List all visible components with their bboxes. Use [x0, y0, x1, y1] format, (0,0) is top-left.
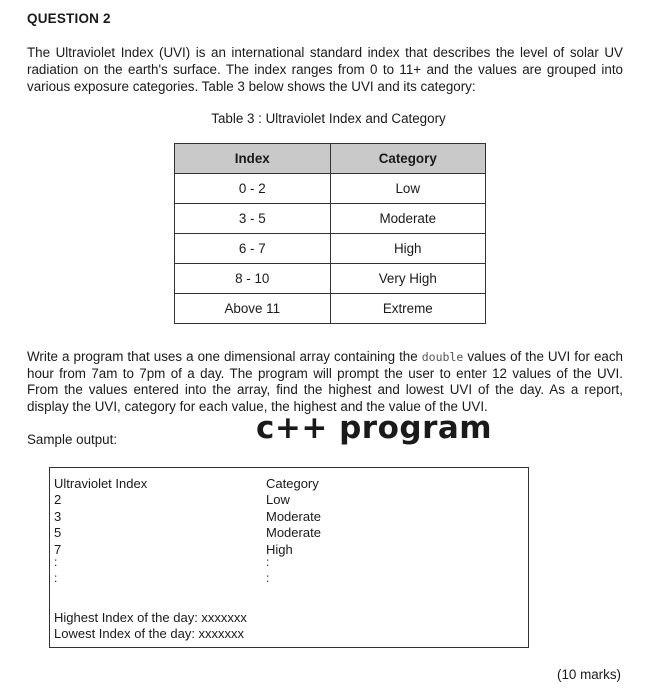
cell-category: Very High [330, 264, 486, 294]
question-title: QUESTION 2 [27, 11, 111, 26]
category-value: High [266, 541, 293, 557]
marks-label: (10 marks) [557, 667, 621, 682]
uvi-column-header: Ultraviolet Index [54, 476, 148, 491]
intro-paragraph: The Ultraviolet Index (UVI) is an international standard index that describes the level of solar UV radiation on the earth's surface. The index ranges from 0 to 11+ and the values are grouped into various exposure categories. Table 3 below shows the UVI and its category: [27, 45, 623, 94]
cell-category: Moderate [330, 204, 486, 234]
ellipsis-mark: : [266, 571, 270, 586]
category-column-header: Category [266, 476, 319, 491]
header-category: Category [330, 144, 486, 174]
code-keyword: double [421, 350, 464, 364]
handwritten-annotation: c++ program [256, 410, 493, 446]
sample-output-label: Sample output: [27, 432, 118, 447]
header-index: Index [175, 144, 331, 174]
table-row [175, 174, 486, 204]
uvi-value: 7 [54, 541, 62, 557]
table-row [175, 264, 486, 294]
table-header-row [175, 144, 486, 174]
uvi-table [174, 143, 486, 324]
cell-category: Low [330, 174, 486, 204]
cell-index: 3 - 5 [175, 204, 331, 234]
table-row [175, 234, 486, 264]
table-row [175, 204, 486, 234]
uvi-value: 5 [54, 525, 62, 541]
cell-category: High [330, 234, 486, 264]
cell-index: Above 11 [175, 294, 331, 324]
lowest-index-line: Lowest Index of the day: xxxxxxx [54, 626, 245, 642]
summary-lines [54, 610, 247, 643]
ellipsis-mark: : [54, 554, 58, 569]
ellipsis-mark: : [54, 571, 58, 586]
ellipsis-mark: : [266, 554, 270, 569]
cell-index: 6 - 7 [175, 234, 331, 264]
category-value: Moderate [266, 508, 321, 524]
highest-index-line: Highest Index of the day: xxxxxxx [54, 610, 247, 625]
table-caption: Table 3 : Ultraviolet Index and Category [211, 111, 446, 126]
task-paragraph [27, 349, 623, 415]
uvi-column [54, 476, 147, 591]
sample-output-box [49, 467, 529, 648]
category-value: Moderate [266, 525, 321, 541]
category-value: Low [266, 492, 290, 508]
cell-index: 0 - 2 [175, 174, 331, 204]
task-text-part2: values of the UVI for each hour from 7am to 7pm of a day. The program will prompt the user to enter 12 values of the UVI. From the values entered into the array, find the highest and lowest UVI of the day. As a report, display the UVI, category for each value, the highest and the value of the UVI. [27, 349, 623, 414]
task-text-part1: Write a program that uses a one dimensional array containing the [27, 349, 422, 364]
cell-category: Extreme [330, 294, 486, 324]
category-column [266, 476, 321, 591]
uvi-value: 2 [54, 492, 62, 508]
table-row [175, 294, 486, 324]
cell-index: 8 - 10 [175, 264, 331, 294]
uvi-value: 3 [54, 508, 62, 524]
